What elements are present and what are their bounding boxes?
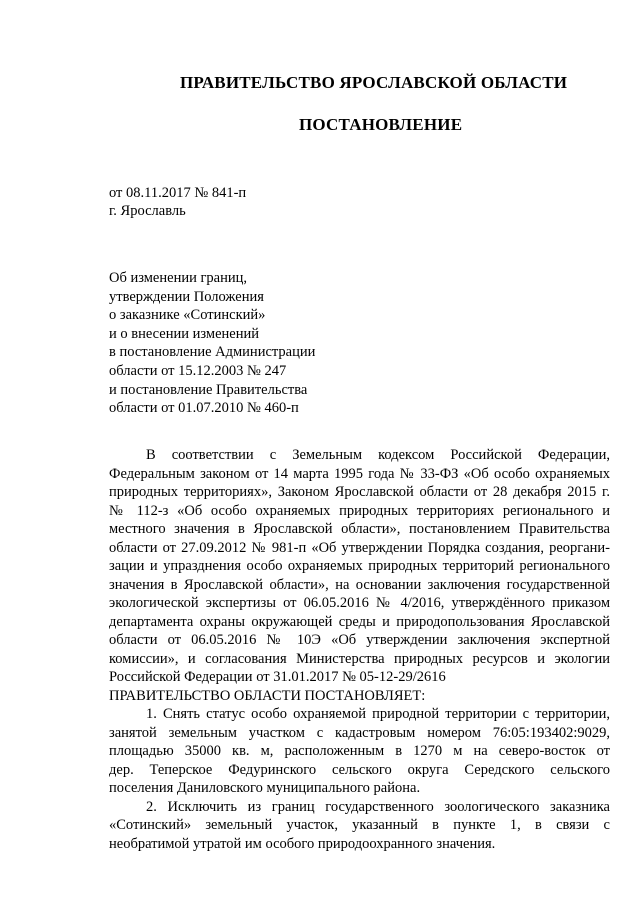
date-number: от 08.11.2017 № 841-п — [109, 185, 247, 201]
item-1-line: дер. Теперское Федуринского сельского округа Середского сельского — [109, 761, 610, 778]
preamble-line: № 112-з «Об особо охраняемых природных территориях регионального и — [109, 502, 610, 519]
item-2-line: 2. Исключить из границ государственного зоологического заказника — [146, 798, 610, 815]
preamble-line: комиссии», и согласования Министерства природных ресурсов и экологии — [109, 650, 610, 667]
document-body — [109, 446, 610, 853]
item-2-line: необратимой утратой им особого природоохранного значения. — [109, 835, 496, 852]
document-type-title: ПОСТАНОВЛЕНИЕ — [299, 115, 463, 134]
preamble-line: природных территориях», Законом Ярославской области от 28 декабря 2015 г. — [109, 484, 610, 500]
city: г. Ярославль — [109, 203, 186, 219]
subject-line: и о внесении изменений — [109, 325, 259, 342]
subject-line: Об изменении границ, — [109, 270, 248, 286]
item-1-line: занятой земельным участком с кадастровым номером 76:05:193402:9029, — [109, 724, 610, 741]
government-title: ПРАВИТЕЛЬСТВО ЯРОСЛАВСКОЙ ОБЛАСТИ — [180, 73, 568, 92]
preamble-line: департамента охраны окружающей среды и природопользования Ярославской — [109, 613, 610, 630]
item-1-line: 1. Снять статус особо охраняемой природной территории с территории, — [146, 706, 610, 722]
preamble-line: Российской Федерации от 31.01.2017 № 05-12-29/2616 — [109, 669, 446, 685]
document-meta — [109, 184, 246, 220]
preamble-line: области от 27.09.2012 № 981-п «Об утверждении Порядка создания, реоргани- — [109, 539, 610, 556]
preamble-paragraph — [109, 446, 610, 687]
subject-line: в постановление Администрации — [109, 344, 316, 361]
item-2-line: «Сотинский» земельный участок, указанный в пункте 1, в связи с — [109, 817, 610, 833]
item-1-line: поселения Даниловского муниципального района. — [109, 780, 421, 796]
resolution-heading: ПРАВИТЕЛЬСТВО ОБЛАСТИ ПОСТАНОВЛЯЕТ: — [109, 687, 426, 704]
preamble-line: значения в Ярославской области», на основании заключения государственной — [109, 576, 610, 593]
subject-line: утверждении Положения — [109, 288, 264, 305]
item-2-paragraph — [109, 798, 610, 854]
item-1-paragraph — [109, 705, 610, 798]
preamble-line: экологической экспертизы от 06.05.2016 № 4/2016, утверждённого приказом — [109, 595, 610, 611]
item-1-line: площадью 35000 кв. м, расположенным в 1270 м на северо-восток от — [109, 743, 610, 759]
preamble-line: местного значения в Ярославской области», постановлением Правительства — [109, 521, 610, 537]
preamble-line: Федеральным законом от 14 марта 1995 года № 33-ФЗ «Об особо охраняемых — [109, 465, 610, 482]
preamble-line: зации и упразднения особо охраняемых природных территорий регионального — [109, 558, 610, 574]
preamble-line: В соответствии с Земельным кодексом Российской Федерации, — [146, 447, 610, 463]
preamble-line: области от 06.05.2016 № 10Э «Об утверждении заключения экспертной — [109, 632, 610, 648]
subject-line: о заказнике «Сотинский» — [109, 307, 266, 324]
subject-line: области от 15.12.2003 № 247 — [109, 362, 287, 379]
subject-line: области от 01.07.2010 № 460-п — [109, 400, 299, 417]
subject-block — [109, 269, 315, 418]
subject-line: и постановление Правительства — [109, 381, 308, 398]
